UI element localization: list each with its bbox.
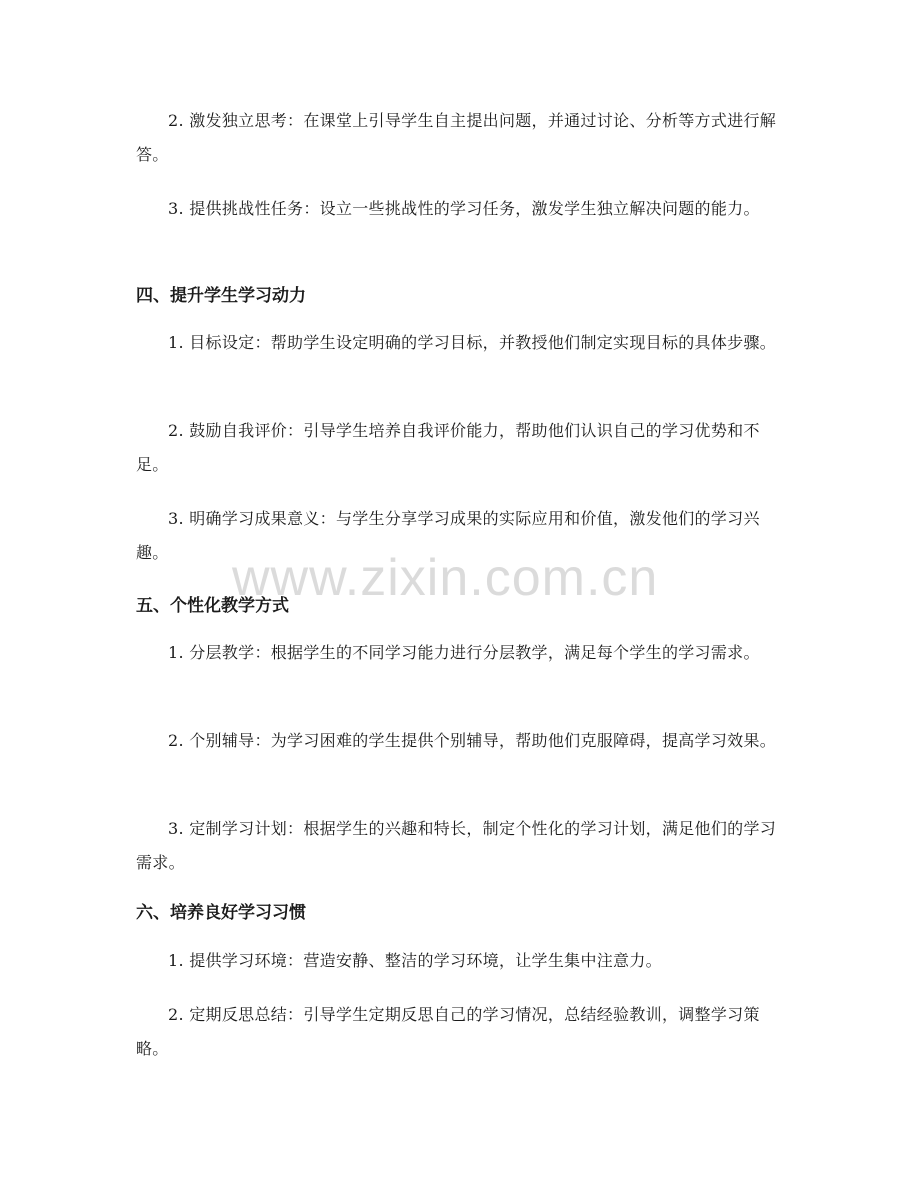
section-heading-6: 六、培养良好学习习惯 — [136, 903, 306, 923]
section-heading-4: 四、提升学生学习动力 — [136, 286, 306, 306]
section-heading-5: 五、个性化教学方式 — [136, 596, 289, 616]
paragraph-custom-plan: 3. 定制学习计划：根据学生的兴趣和特长，制定个性化的学习计划，满足他们的学习需求。 — [136, 819, 777, 872]
paragraph-learning-outcomes: 3. 明确学习成果意义：与学生分享学习成果的实际应用和价值，激发他们的学习兴趣。 — [136, 509, 760, 562]
watermark-text: www.zixin.com.cn — [232, 549, 659, 607]
paragraph-goal-setting: 1. 目标设定：帮助学生设定明确的学习目标，并教授他们制定实现目标的具体步骤。 — [168, 333, 777, 352]
paragraph-self-evaluation: 2. 鼓励自我评价：引导学生培养自我评价能力，帮助他们认识自己的学习优势和不足。 — [136, 421, 760, 474]
paragraph-individual-tutoring: 2. 个别辅导：为学习困难的学生提供个别辅导，帮助他们克服障碍，提高学习效果。 — [168, 731, 777, 750]
paragraph-tiered-teaching: 1. 分层教学：根据学生的不同学习能力进行分层教学，满足每个学生的学习需求。 — [168, 643, 760, 662]
paragraph-reflection-summary: 2. 定期反思总结：引导学生定期反思自己的学习情况，总结经验教训，调整学习策略。 — [136, 1005, 760, 1058]
paragraph-learning-environment: 1. 提供学习环境：营造安静、整洁的学习环境，让学生集中注意力。 — [168, 951, 662, 970]
paragraph-independent-thinking: 2. 激发独立思考：在课堂上引导学生自主提出问题，并通过讨论、分析等方式进行解答。 — [136, 111, 777, 164]
paragraph-challenging-tasks: 3. 提供挑战性任务：设立一些挑战性的学习任务，激发学生独立解决问题的能力。 — [168, 199, 760, 218]
